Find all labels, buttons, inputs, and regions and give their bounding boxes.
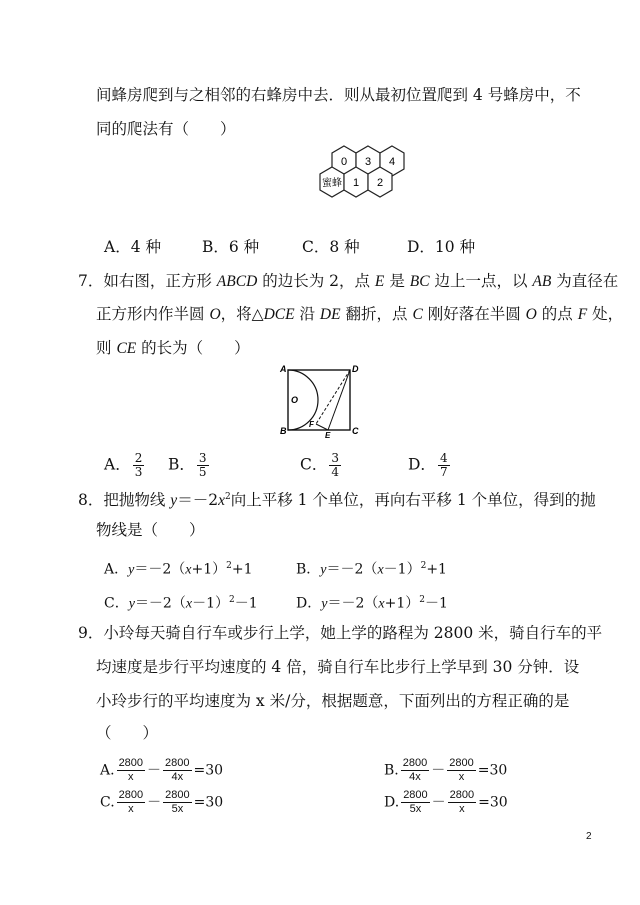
q6-text-line2: 同的爬法有（ ） (96, 120, 236, 138)
q7-label-a: A (280, 364, 287, 374)
hex-label-2: 2 (376, 177, 384, 189)
q8-text-line1: 8．把抛物线 $y=-2x^2$向上平移 1 个单位，再向右平移 1 个单位，得到的抛 (78, 491, 596, 510)
q9-text-line3: 小玲步行的平均速度为 x 米/分，根据题意，下面列出的方程正确的是 (96, 692, 570, 710)
q7-label-e: E (325, 431, 331, 438)
q7-option-d: D． $\frac{4}{7}$ (408, 451, 448, 479)
hex-label-bee: 蜜蜂 (322, 178, 342, 189)
q8-text-line2: 物线是（ ） (96, 521, 205, 539)
hex-label-3: 3 (364, 156, 372, 168)
page-number: 2 (586, 831, 592, 842)
q7-option-a: A． $\frac{2}{3}$ (104, 451, 143, 479)
q9-text-line1: 9．小玲每天骑自行车或步行上学，她上学的路程为 2800 米，骑自行车的平 (78, 624, 603, 642)
q6-text-line1: 间蜂房爬到与之相邻的右蜂房中去．则从最初位置爬到 4 号蜂房中，不 (96, 86, 581, 104)
q7-square-figure (276, 362, 368, 438)
q6-option-d: D．10 种 (407, 238, 476, 256)
q7-label-b: B (280, 426, 287, 436)
q7-label-c: C (352, 426, 359, 436)
q6-honeycomb-figure (300, 140, 440, 222)
q6-option-c: C．8 种 (302, 238, 360, 256)
q7-text-line1: 7．如右图，正方形 ABCD 的边长为 2，点 E 是 BC 边上一点，以 AB 为直径在 (78, 272, 619, 290)
q7-label-f: F (309, 420, 314, 429)
q9-text-line2: 均速度是步行平均速度的 4 倍，骑自行车比步行上学早到 30 分钟．设 (96, 658, 580, 676)
q9-text-line4: （ ） (96, 724, 159, 742)
q8-option-d: D．$y=-2(x+1)^2-1$ (296, 595, 448, 612)
hex-label-4: 4 (388, 156, 396, 168)
hex-label-1: 1 (352, 177, 360, 189)
q7-text-line2: 正方形内作半圆 O，将△DCE 沿 DE 翻折，点 C 刚好落在半圆 O 的点 F 处， (96, 305, 624, 323)
q7-label-d: D (352, 364, 359, 374)
q9-option-a: A. $\frac{2800}{x}$ － $\frac{2800}{4x}$ =30 (100, 757, 224, 783)
hex-label-0: 0 (340, 156, 348, 168)
q9-option-c: C. $\frac{2800}{x}$ － $\frac{2800}{5x}$ =30 (100, 789, 224, 815)
q8-option-b: B．$y=-2(x-1)^2+1$ (296, 561, 447, 578)
q7-text-line3: 则 CE 的长为（ ） (96, 339, 250, 357)
q9-option-d: D. $\frac{2800}{5x}$ － $\frac{2800}{x}$ =30 (384, 789, 508, 815)
q7-label-o: O (291, 395, 299, 405)
q7-option-c: C． $\frac{3}{4}$ (300, 451, 340, 479)
q8-option-a: A．$y=-2(x+1)^2+1$ (104, 561, 253, 578)
q8-option-c: C．$y=-2(x-1)^2-1$ (104, 595, 258, 612)
q6-option-b: B．6 种 (202, 238, 260, 256)
q7-option-b: B． $\frac{3}{5}$ (168, 451, 207, 479)
q6-option-a: A．4 种 (104, 238, 161, 256)
q9-option-b: B. $\frac{2800}{4x}$ － $\frac{2800}{x}$ =30 (384, 757, 508, 783)
